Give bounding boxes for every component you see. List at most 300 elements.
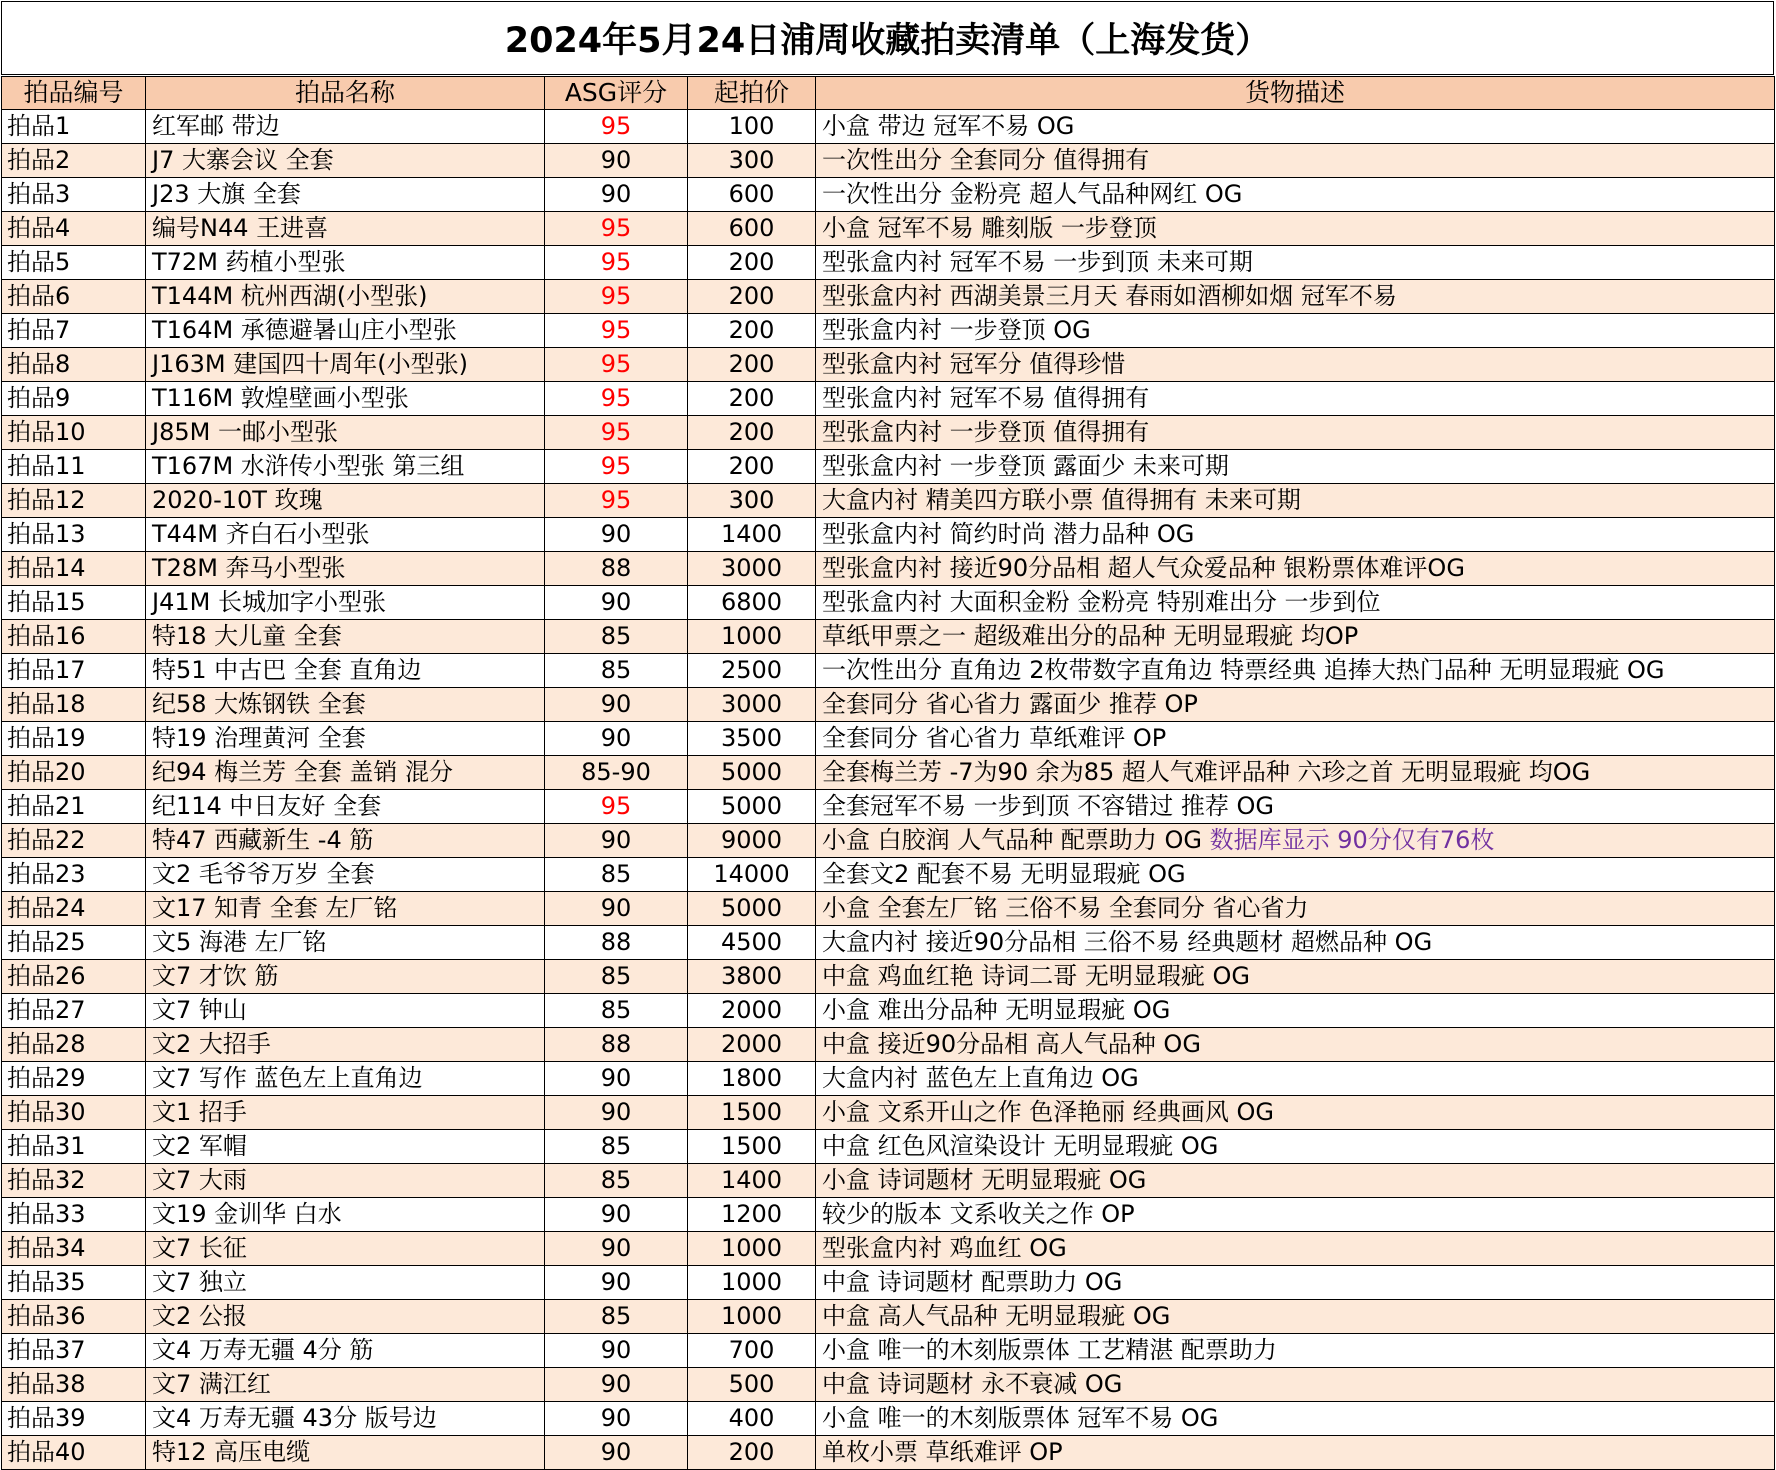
cell-lot-name[interactable] [146, 212, 545, 246]
cell-asg-score[interactable] [545, 994, 688, 1028]
cell-start-price[interactable] [688, 348, 816, 382]
cell-lot-number-text: 拍品7 [7, 316, 71, 344]
cell-lot-name-text: 文7 满江红 [152, 1370, 271, 1398]
table-row [2, 348, 1775, 382]
cell-start-price[interactable] [688, 824, 816, 858]
cell-lot-number[interactable] [2, 926, 146, 960]
cell-start-price[interactable] [688, 1130, 816, 1164]
cell-lot-name[interactable] [146, 1266, 545, 1300]
cell-asg-score[interactable] [545, 654, 688, 688]
cell-lot-number-text: 拍品31 [7, 1132, 86, 1160]
cell-asg-score[interactable] [545, 620, 688, 654]
cell-description-text: 全套同分 省心省力 草纸难评 OP [822, 724, 1167, 752]
cell-lot-number-text: 拍品25 [7, 928, 86, 956]
cell-description[interactable] [816, 1164, 1775, 1198]
cell-start-price[interactable] [688, 654, 816, 688]
cell-lot-name[interactable] [146, 1130, 545, 1164]
cell-start-price[interactable] [688, 552, 816, 586]
cell-lot-name[interactable] [146, 1402, 545, 1436]
table-row [2, 756, 1775, 790]
cell-asg-score[interactable] [545, 790, 688, 824]
cell-lot-name-text: 特18 大儿童 全套 [152, 622, 342, 650]
cell-lot-name[interactable] [146, 858, 545, 892]
cell-lot-name[interactable] [146, 1334, 545, 1368]
table-row [2, 892, 1775, 926]
cell-start-price[interactable] [688, 892, 816, 926]
cell-start-price[interactable] [688, 382, 816, 416]
cell-lot-name[interactable] [146, 1436, 545, 1470]
cell-description[interactable] [816, 756, 1775, 790]
cell-lot-name-text: T116M 敦煌壁画小型张 [152, 384, 409, 412]
header-row [2, 77, 1775, 110]
cell-description-text: 小盒 全套左厂铭 三俗不易 全套同分 省心省力 [822, 894, 1309, 922]
cell-description[interactable] [816, 994, 1775, 1028]
table-row [2, 1130, 1775, 1164]
cell-lot-name-text: 文4 万寿无疆 4分 筋 [152, 1336, 374, 1364]
cell-lot-name[interactable] [146, 960, 545, 994]
cell-description-text: 型张盒内衬 大面积金粉 金粉亮 特别难出分 一步到位 [822, 588, 1381, 616]
cell-lot-name[interactable] [146, 552, 545, 586]
cell-asg-score[interactable] [545, 1402, 688, 1436]
cell-description[interactable] [816, 246, 1775, 280]
cell-description[interactable] [816, 212, 1775, 246]
cell-lot-name[interactable] [146, 688, 545, 722]
cell-asg-score-text: 85 [600, 860, 632, 888]
cell-start-price[interactable] [688, 1266, 816, 1300]
cell-description[interactable] [816, 178, 1775, 212]
cell-asg-score[interactable] [545, 926, 688, 960]
cell-lot-number[interactable] [2, 654, 146, 688]
cell-asg-score-text: 95 [600, 486, 632, 514]
cell-lot-name[interactable] [146, 1368, 545, 1402]
cell-description[interactable] [816, 1402, 1775, 1436]
cell-lot-name[interactable] [146, 1096, 545, 1130]
cell-lot-number[interactable] [2, 382, 146, 416]
cell-start-price[interactable] [688, 1436, 816, 1470]
cell-asg-score[interactable] [545, 722, 688, 756]
cell-lot-number-text: 拍品33 [7, 1200, 86, 1228]
cell-asg-score[interactable] [545, 280, 688, 314]
table-row [2, 1028, 1775, 1062]
cell-lot-name[interactable] [146, 654, 545, 688]
table-row [2, 212, 1775, 246]
cell-description[interactable] [816, 790, 1775, 824]
cell-start-price[interactable] [688, 246, 816, 280]
cell-lot-name[interactable] [146, 756, 545, 790]
cell-asg-score[interactable] [545, 1266, 688, 1300]
cell-lot-number[interactable] [2, 1300, 146, 1334]
cell-description[interactable] [816, 518, 1775, 552]
cell-description[interactable] [816, 1198, 1775, 1232]
cell-asg-score[interactable] [545, 1300, 688, 1334]
cell-lot-name[interactable] [146, 926, 545, 960]
cell-lot-number[interactable] [2, 1232, 146, 1266]
cell-lot-number[interactable] [2, 1130, 146, 1164]
cell-asg-score[interactable] [545, 484, 688, 518]
cell-description[interactable] [816, 1130, 1775, 1164]
cell-lot-number[interactable] [2, 314, 146, 348]
cell-description-text: 型张盒内衬 西湖美景三月天 春雨如酒柳如烟 冠军不易 [822, 282, 1397, 310]
cell-asg-score[interactable] [545, 892, 688, 926]
cell-lot-number[interactable] [2, 960, 146, 994]
table-row [2, 1266, 1775, 1300]
cell-lot-number[interactable] [2, 858, 146, 892]
cell-start-price[interactable] [688, 484, 816, 518]
cell-asg-score-text: 95 [600, 316, 632, 344]
cell-lot-name[interactable] [146, 1300, 545, 1334]
cell-start-price-text: 200 [728, 316, 775, 344]
header-start-price[interactable]: 起拍价 [688, 77, 816, 110]
cell-lot-number[interactable] [2, 756, 146, 790]
cell-asg-score[interactable] [545, 1334, 688, 1368]
cell-lot-name-text: J23 大旗 全套 [152, 180, 301, 208]
cell-lot-name[interactable] [146, 178, 545, 212]
cell-lot-name[interactable] [146, 586, 545, 620]
cell-asg-score[interactable] [545, 824, 688, 858]
cell-description[interactable] [816, 892, 1775, 926]
cell-asg-score-text: 90 [600, 724, 632, 752]
cell-start-price-text: 1800 [720, 1064, 783, 1092]
table-row [2, 1096, 1775, 1130]
cell-lot-number[interactable] [2, 450, 146, 484]
cell-asg-score[interactable] [545, 586, 688, 620]
cell-lot-name-text: 文4 万寿无疆 43分 版号边 [152, 1404, 437, 1432]
cell-start-price-text: 200 [728, 282, 775, 310]
cell-asg-score[interactable] [545, 518, 688, 552]
cell-start-price[interactable] [688, 620, 816, 654]
cell-lot-number[interactable] [2, 892, 146, 926]
cell-asg-score-text: 85 [600, 656, 632, 684]
cell-asg-score[interactable] [545, 1130, 688, 1164]
table-row [2, 824, 1775, 858]
cell-lot-name[interactable] [146, 280, 545, 314]
cell-description[interactable] [816, 858, 1775, 892]
cell-start-price[interactable] [688, 586, 816, 620]
cell-description-text: 全套冠军不易 一步到顶 不容错过 推荐 OG [822, 792, 1275, 820]
cell-description-text: 小盒 唯一的木刻版票体 冠军不易 OG [822, 1404, 1219, 1432]
cell-start-price[interactable] [688, 280, 816, 314]
cell-lot-number-text: 拍品3 [7, 180, 71, 208]
table-row [2, 552, 1775, 586]
cell-start-price[interactable] [688, 756, 816, 790]
cell-lot-name[interactable] [146, 1028, 545, 1062]
cell-asg-score[interactable] [545, 348, 688, 382]
cell-description[interactable] [816, 450, 1775, 484]
cell-lot-name-text: 文5 海港 左厂铭 [152, 928, 327, 956]
table-row [2, 110, 1775, 144]
cell-start-price[interactable] [688, 790, 816, 824]
cell-asg-score[interactable] [545, 1062, 688, 1096]
cell-description[interactable] [816, 348, 1775, 382]
cell-asg-score[interactable] [545, 1198, 688, 1232]
cell-lot-name[interactable] [146, 892, 545, 926]
cell-start-price[interactable] [688, 450, 816, 484]
cell-asg-score[interactable] [545, 382, 688, 416]
cell-lot-number-text: 拍品26 [7, 962, 86, 990]
cell-start-price[interactable] [688, 960, 816, 994]
table-row [2, 1300, 1775, 1334]
cell-lot-number-text: 拍品20 [7, 758, 86, 786]
cell-lot-number[interactable] [2, 178, 146, 212]
cell-asg-score[interactable] [545, 246, 688, 280]
cell-lot-name[interactable] [146, 722, 545, 756]
table-row [2, 1198, 1775, 1232]
cell-lot-number-text: 拍品36 [7, 1302, 86, 1330]
cell-description[interactable] [816, 960, 1775, 994]
cell-start-price[interactable] [688, 688, 816, 722]
cell-lot-number[interactable] [2, 416, 146, 450]
cell-lot-number[interactable] [2, 246, 146, 280]
cell-start-price[interactable] [688, 926, 816, 960]
cell-asg-score-text: 95 [600, 282, 632, 310]
cell-lot-number[interactable] [2, 1368, 146, 1402]
cell-lot-number-text: 拍品27 [7, 996, 86, 1024]
cell-asg-score[interactable] [545, 552, 688, 586]
cell-asg-score[interactable] [545, 1436, 688, 1470]
cell-description[interactable] [816, 1232, 1775, 1266]
cell-asg-score-text: 85 [600, 962, 632, 990]
cell-start-price-text: 1500 [720, 1098, 783, 1126]
cell-lot-name-text: 文7 才饮 筋 [152, 962, 279, 990]
cell-description[interactable] [816, 484, 1775, 518]
cell-lot-number-text: 拍品10 [7, 418, 86, 446]
cell-lot-number[interactable] [2, 688, 146, 722]
header-asg-score[interactable]: ASG评分 [545, 77, 688, 110]
cell-start-price-text: 5000 [720, 894, 783, 922]
cell-lot-name[interactable] [146, 1062, 545, 1096]
cell-lot-number[interactable] [2, 722, 146, 756]
cell-lot-name-text: 文7 长征 [152, 1234, 247, 1262]
cell-lot-number[interactable] [2, 484, 146, 518]
cell-lot-number[interactable] [2, 110, 146, 144]
cell-lot-number[interactable] [2, 1164, 146, 1198]
cell-description[interactable] [816, 1062, 1775, 1096]
cell-start-price[interactable] [688, 1300, 816, 1334]
cell-description-text: 型张盒内衬 接近90分品相 超人气众爱品种 银粉票体难评OG [822, 554, 1465, 582]
cell-asg-score[interactable] [545, 110, 688, 144]
cell-lot-name[interactable] [146, 1198, 545, 1232]
cell-asg-score-text: 95 [600, 792, 632, 820]
cell-lot-name-text: 文7 大雨 [152, 1166, 247, 1194]
cell-lot-name[interactable] [146, 620, 545, 654]
table-row [2, 246, 1775, 280]
cell-lot-name-text: 文7 独立 [152, 1268, 247, 1296]
cell-start-price[interactable] [688, 1062, 816, 1096]
cell-start-price[interactable] [688, 1232, 816, 1266]
cell-description[interactable] [816, 144, 1775, 178]
cell-lot-number[interactable] [2, 994, 146, 1028]
cell-start-price[interactable] [688, 1402, 816, 1436]
cell-asg-score[interactable] [545, 1164, 688, 1198]
cell-start-price[interactable] [688, 178, 816, 212]
cell-asg-score[interactable] [545, 1368, 688, 1402]
cell-description[interactable] [816, 1368, 1775, 1402]
cell-lot-name-text: 特12 高压电缆 [152, 1438, 311, 1466]
cell-description[interactable] [816, 382, 1775, 416]
cell-lot-name-text: 2020-10T 玫瑰 [152, 486, 323, 514]
cell-start-price-text: 1000 [720, 622, 783, 650]
table-row [2, 518, 1775, 552]
cell-start-price-text: 200 [728, 452, 775, 480]
cell-start-price[interactable] [688, 858, 816, 892]
cell-asg-score[interactable] [545, 960, 688, 994]
cell-description[interactable] [816, 586, 1775, 620]
cell-asg-score[interactable] [545, 858, 688, 892]
cell-asg-score[interactable] [545, 178, 688, 212]
cell-lot-name[interactable] [146, 484, 545, 518]
cell-lot-name[interactable] [146, 518, 545, 552]
cell-description[interactable] [816, 1436, 1775, 1470]
cell-lot-number[interactable] [2, 586, 146, 620]
cell-lot-number[interactable] [2, 348, 146, 382]
cell-lot-name[interactable] [146, 790, 545, 824]
cell-description[interactable] [816, 1266, 1775, 1300]
cell-description-text: 单枚小票 草纸难评 OP [822, 1438, 1063, 1466]
table-row [2, 790, 1775, 824]
cell-description-text: 型张盒内衬 一步登顶 值得拥有 [822, 418, 1150, 446]
cell-description-text: 一次性出分 金粉亮 超人气品种网红 OG [822, 180, 1243, 208]
cell-description[interactable] [816, 1300, 1775, 1334]
cell-start-price[interactable] [688, 1334, 816, 1368]
cell-start-price-text: 500 [728, 1370, 775, 1398]
cell-asg-score-text: 85 [600, 996, 632, 1024]
cell-description-text: 一次性出分 直角边 2枚带数字直角边 特票经典 追捧大热门品种 无明显瑕疵 OG [822, 656, 1665, 684]
cell-lot-number[interactable] [2, 824, 146, 858]
table-row [2, 450, 1775, 484]
cell-start-price[interactable] [688, 212, 816, 246]
cell-lot-name[interactable] [146, 450, 545, 484]
cell-asg-score[interactable] [545, 688, 688, 722]
cell-asg-score[interactable] [545, 756, 688, 790]
description-note: 数据库显示 90分仅有76枚 [1209, 826, 1495, 854]
cell-lot-number[interactable] [2, 1334, 146, 1368]
cell-lot-number[interactable] [2, 518, 146, 552]
cell-lot-number[interactable] [2, 1198, 146, 1232]
cell-lot-number[interactable] [2, 1402, 146, 1436]
cell-lot-name[interactable] [146, 382, 545, 416]
cell-asg-score[interactable] [545, 314, 688, 348]
cell-start-price-text: 9000 [720, 826, 783, 854]
cell-start-price-text: 300 [728, 146, 775, 174]
cell-description[interactable] [816, 314, 1775, 348]
cell-lot-number[interactable] [2, 620, 146, 654]
cell-start-price[interactable] [688, 1028, 816, 1062]
header-lot-name[interactable]: 拍品名称 [146, 77, 545, 110]
cell-start-price[interactable] [688, 722, 816, 756]
sheet-title: 2024年5月24日浦周收藏拍卖清单（上海发货） [1, 1, 1774, 75]
cell-description-text: 小盒 白胶润 人气品种 配票助力 OG [822, 826, 1203, 854]
cell-lot-number-text: 拍品15 [7, 588, 86, 616]
cell-start-price[interactable] [688, 1096, 816, 1130]
cell-lot-name[interactable] [146, 416, 545, 450]
cell-lot-number[interactable] [2, 1028, 146, 1062]
cell-start-price[interactable] [688, 110, 816, 144]
cell-lot-number[interactable] [2, 1062, 146, 1096]
cell-lot-name-text: 文17 知青 全套 左厂铭 [152, 894, 398, 922]
cell-asg-score-text: 90 [600, 1234, 632, 1262]
cell-description[interactable] [816, 552, 1775, 586]
cell-start-price-text: 6800 [720, 588, 783, 616]
table-row [2, 1436, 1775, 1470]
cell-description[interactable] [816, 722, 1775, 756]
cell-description[interactable] [816, 1334, 1775, 1368]
cell-description[interactable] [816, 1028, 1775, 1062]
header-description[interactable]: 货物描述 [816, 77, 1775, 110]
cell-lot-name[interactable] [146, 994, 545, 1028]
table-row [2, 994, 1775, 1028]
cell-lot-name[interactable] [146, 1164, 545, 1198]
cell-lot-name-text: 文1 招手 [152, 1098, 247, 1126]
cell-asg-score[interactable] [545, 450, 688, 484]
cell-description-text: 中盒 高人气品种 无明显瑕疵 OG [822, 1302, 1171, 1330]
table-row [2, 586, 1775, 620]
cell-start-price[interactable] [688, 1368, 816, 1402]
cell-lot-name[interactable] [146, 144, 545, 178]
cell-lot-number[interactable] [2, 1096, 146, 1130]
cell-start-price[interactable] [688, 1164, 816, 1198]
cell-lot-number[interactable] [2, 1436, 146, 1470]
cell-asg-score[interactable] [545, 144, 688, 178]
cell-lot-name-text: T44M 齐白石小型张 [152, 520, 370, 548]
cell-lot-name[interactable] [146, 824, 545, 858]
cell-start-price[interactable] [688, 416, 816, 450]
cell-lot-number[interactable] [2, 212, 146, 246]
cell-start-price[interactable] [688, 144, 816, 178]
cell-description[interactable] [816, 688, 1775, 722]
cell-asg-score-text: 95 [600, 112, 632, 140]
cell-lot-number[interactable] [2, 1266, 146, 1300]
cell-lot-number[interactable] [2, 144, 146, 178]
cell-start-price[interactable] [688, 994, 816, 1028]
cell-lot-number-text: 拍品22 [7, 826, 86, 854]
cell-lot-number[interactable] [2, 552, 146, 586]
cell-asg-score[interactable] [545, 1028, 688, 1062]
cell-description[interactable] [816, 654, 1775, 688]
cell-description[interactable] [816, 110, 1775, 144]
cell-description[interactable] [816, 824, 1775, 858]
cell-start-price[interactable] [688, 1198, 816, 1232]
cell-lot-name[interactable] [146, 1232, 545, 1266]
cell-lot-number-text: 拍品8 [7, 350, 71, 378]
cell-description[interactable] [816, 416, 1775, 450]
cell-asg-score-text: 95 [600, 248, 632, 276]
cell-description-text: 型张盒内衬 鸡血红 OG [822, 1234, 1067, 1262]
cell-description-text: 中盒 接近90分品相 高人气品种 OG [822, 1030, 1201, 1058]
cell-asg-score[interactable] [545, 1232, 688, 1266]
cell-lot-number-text: 拍品19 [7, 724, 86, 752]
cell-start-price[interactable] [688, 518, 816, 552]
cell-start-price[interactable] [688, 314, 816, 348]
cell-lot-name-text: T72M 药植小型张 [152, 248, 346, 276]
cell-asg-score[interactable] [545, 416, 688, 450]
cell-lot-number-text: 拍品28 [7, 1030, 86, 1058]
cell-lot-name[interactable] [146, 348, 545, 382]
cell-lot-number[interactable] [2, 280, 146, 314]
cell-lot-name[interactable] [146, 110, 545, 144]
header-lot-number[interactable]: 拍品编号 [2, 77, 146, 110]
cell-description[interactable] [816, 1096, 1775, 1130]
cell-description-text: 小盒 冠军不易 雕刻版 一步登顶 [822, 214, 1157, 242]
cell-lot-number[interactable] [2, 790, 146, 824]
cell-description[interactable] [816, 926, 1775, 960]
cell-asg-score[interactable] [545, 212, 688, 246]
cell-asg-score[interactable] [545, 1096, 688, 1130]
cell-description[interactable] [816, 280, 1775, 314]
cell-start-price-text: 1200 [720, 1200, 783, 1228]
cell-description[interactable] [816, 620, 1775, 654]
cell-lot-name[interactable] [146, 246, 545, 280]
cell-lot-name[interactable] [146, 314, 545, 348]
